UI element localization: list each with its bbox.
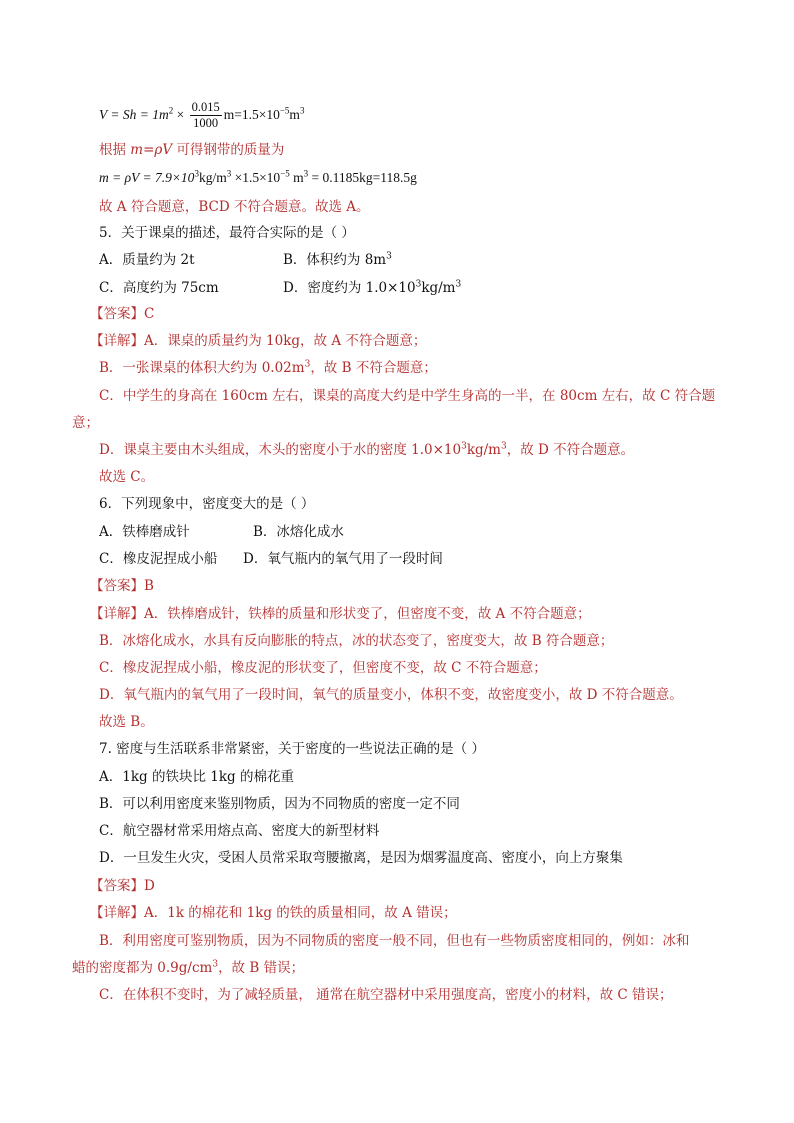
q6-detail-a: 【详解】A．铁棒磨成针，铁棒的质量和形状变了，但密度不变，故 A 不符合题意； xyxy=(90,606,591,622)
q5-option-a: A．质量约为 2t xyxy=(99,252,195,268)
q7-detail-c: C．在体积不变时，为了减轻质量， 通常在航空器材中采用强度高，密度小的材料，故 C 错误； xyxy=(99,987,673,1003)
q5-detail-c-line2: 意； xyxy=(72,415,99,431)
q5-option-c: C．高度约为 75cm xyxy=(99,280,219,296)
q7-option-c: C．航空器材常采用熔点高、密度大的新型材料 xyxy=(99,823,380,839)
q6-answer: 【答案】B xyxy=(90,578,154,594)
volume-fraction: $\frac{0.015}{1000}$ xyxy=(191,100,220,131)
q7-option-b: B．可以利用密度来鉴别物质，因为不同物质的密度一定不同 xyxy=(99,796,460,812)
q5-detail-c-line1: C．中学生的身高在 160cm 左右，课桌的高度大约是中学生身高的一半，在 80cm 左右，故 C 符合题 xyxy=(99,388,716,404)
q6-detail-d: D．氧气瓶内的氧气用了一段时间，氧气的质量变小，体积不变，故密度变小，故 D 不符合题意。 xyxy=(99,687,683,703)
q7-option-d: D．一旦发生火灾，受困人员常采取弯腰撤离，是因为烟雾温度高、密度小，向上方聚集 xyxy=(99,850,623,866)
q7-stem: 7. 密度与生活联系非常紧密，关于密度的一些说法正确的是（ ） xyxy=(99,741,485,757)
q5-detail-d: D．课桌主要由木头组成，木头的密度小于水的密度 $1.0\times 10^3kg/m^3$，故 D 不符合题意。 xyxy=(99,441,635,458)
q7-detail-b-line2: 蜡的密度都为 $0.9g/cm^3$，故 B 错误； xyxy=(72,959,305,976)
q5-stem: 5．关于课桌的描述，最符合实际的是（ ） xyxy=(99,225,355,241)
q6-option-a: A．铁棒磨成针 xyxy=(99,524,190,540)
q6-option-b: B．冰熔化成水 xyxy=(253,524,344,540)
q6-select: 故选 B。 xyxy=(99,714,154,730)
q5-answer: 【答案】C xyxy=(90,306,155,322)
q5-option-d: D．密度约为 $1.0\times 10^3kg/m^3$ xyxy=(283,279,462,296)
q6-option-d: D．氧气瓶内的氧气用了一段时间 xyxy=(243,551,443,567)
q7-option-a: A．1kg 的铁块比 1kg 的棉花重 xyxy=(99,769,294,785)
previous-conclusion: 故 A 符合题意，BCD 不符合题意。故选 A。 xyxy=(99,199,370,215)
q5-detail-b: B．一张课桌的体积大约为 $0.02m^3$，故 B 不符合题意； xyxy=(99,359,437,376)
volume-formula: $V = Sh = 1m^2$ × $\frac{0.015}{1000}$ $m=1.5\times 10^{-5}m^3$ xyxy=(99,100,305,131)
q6-stem: 6．下列现象中，密度变大的是（ ） xyxy=(99,496,315,512)
q5-detail-a: 【详解】A．课桌的质量约为 10kg，故 A 不符合题意； xyxy=(90,333,427,349)
q5-option-b: B．体积约为 $8m^3$ xyxy=(283,251,392,268)
mass-intro: 根据 m=ρV 可得钢带的质量为 xyxy=(99,142,285,158)
q7-detail-a: 【详解】A．1k 的棉花和 1kg 的铁的质量相同，故 A 错误； xyxy=(90,905,457,921)
q6-detail-b: B．冰熔化成水，水具有反向膨胀的特点，冰的状态变了，密度变大，故 B 符合题意； xyxy=(99,633,614,649)
mass-formula: $m = \rho V = 7.9\times 10^3kg/m^3 \times 1.5\times 10^{-5}$ $m^3 = 0.1185kg=118.5g$ xyxy=(99,168,417,185)
q6-option-c: C．橡皮泥捏成小船 xyxy=(99,551,218,567)
q5-select: 故选 C。 xyxy=(99,469,155,485)
q7-answer: 【答案】D xyxy=(90,878,155,894)
q6-detail-c: C．橡皮泥捏成小船，橡皮泥的形状变了，但密度不变，故 C 不符合题意； xyxy=(99,660,547,676)
q7-detail-b-line1: B．利用密度可鉴别物质，因为不同物质的密度一般不同，但也有一些物质密度相同的，例如：冰和 xyxy=(99,933,690,949)
